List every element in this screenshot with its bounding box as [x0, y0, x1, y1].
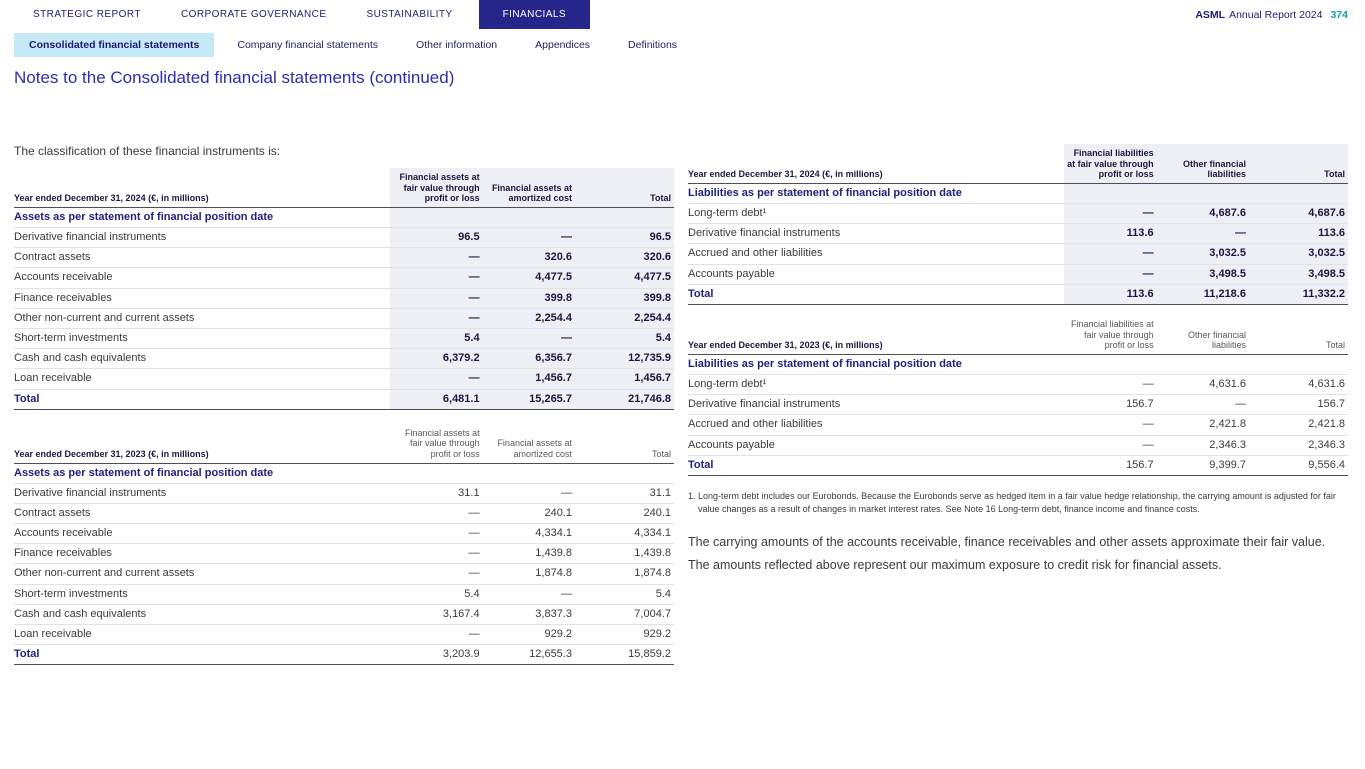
- row-value: 3,498.5: [1249, 264, 1348, 284]
- row-label: Derivative financial instruments: [688, 395, 1064, 415]
- row-value: —: [390, 524, 482, 544]
- page-title: Notes to the Consolidated financial statements (continued): [14, 68, 455, 87]
- table-row: [14, 369, 674, 389]
- row-value: —: [483, 483, 575, 503]
- page-content: [0, 68, 1365, 665]
- row-value: —: [1064, 264, 1156, 284]
- table-row: [14, 268, 674, 288]
- table-row: [14, 503, 674, 523]
- assets-2023-table-container: [14, 424, 674, 666]
- table-row: [688, 415, 1348, 435]
- column-header: Financial assets at amortized cost: [497, 438, 572, 459]
- table-header-row: [688, 144, 1348, 183]
- page-number: 374: [1330, 8, 1348, 21]
- row-value: 96.5: [575, 228, 674, 248]
- total-value: 21,746.8: [575, 389, 674, 409]
- section-spacer: [575, 463, 674, 483]
- row-value: 4,687.6: [1249, 204, 1348, 224]
- fair-value-paragraph: The carrying amounts of the accounts receivable, finance receivables and other assets approximate their fair value.: [688, 535, 1326, 550]
- section-label: Assets as per statement of financial position date: [14, 207, 390, 227]
- row-label: Derivative financial instruments: [14, 228, 390, 248]
- total-value: 3,203.9: [390, 645, 482, 665]
- report-title: Annual Report 2024: [1229, 8, 1323, 21]
- row-value: 1,456.7: [575, 369, 674, 389]
- total-row: [688, 455, 1348, 475]
- row-label: Accounts receivable: [14, 268, 390, 288]
- table-row: [14, 308, 674, 328]
- row-value: —: [390, 268, 482, 288]
- total-value: 15,265.7: [483, 389, 575, 409]
- row-value: 2,421.8: [1157, 415, 1249, 435]
- row-label: Finance receivables: [14, 544, 390, 564]
- row-value: 1,439.8: [483, 544, 575, 564]
- row-label: Accounts payable: [688, 435, 1064, 455]
- total-row: [14, 645, 674, 665]
- left-column: [14, 144, 674, 665]
- row-value: 2,254.4: [575, 308, 674, 328]
- row-value: 3,167.4: [390, 604, 482, 624]
- table-row: [688, 224, 1348, 244]
- sub-nav-item-company-financial-statements[interactable]: Company financial statements: [237, 38, 379, 51]
- sub-nav-item-consolidated-financial-statements[interactable]: Consolidated financial statements: [14, 33, 214, 57]
- table-row: [14, 564, 674, 584]
- row-label: Contract assets: [14, 503, 390, 523]
- row-label: Cash and cash equivalents: [14, 604, 390, 624]
- table-row: [14, 483, 674, 503]
- row-value: 4,334.1: [483, 524, 575, 544]
- row-value: 3,498.5: [1157, 264, 1249, 284]
- table-meta-label: Year ended December 31, 2023 (€, in millions): [688, 339, 883, 350]
- table-row: [688, 204, 1348, 224]
- section-spacer: [1064, 354, 1156, 374]
- row-value: 3,032.5: [1249, 244, 1348, 264]
- row-label: Accounts payable: [688, 264, 1064, 284]
- row-label: Loan receivable: [14, 369, 390, 389]
- row-value: 6,356.7: [483, 349, 575, 369]
- total-value: 11,218.6: [1157, 284, 1249, 304]
- row-label: Long-term debt¹: [688, 204, 1064, 224]
- section-spacer: [1157, 354, 1249, 374]
- row-label: Other non-current and current assets: [14, 564, 390, 584]
- column-header: Financial liabilities at fair value through profit or loss: [1064, 144, 1156, 183]
- row-value: 5.4: [390, 328, 482, 348]
- row-value: —: [390, 248, 482, 268]
- table-row: [14, 625, 674, 645]
- column-header: Total: [575, 168, 674, 207]
- row-value: 240.1: [483, 503, 575, 523]
- liabilities-2023-table-container: [688, 315, 1348, 476]
- row-label: Short-term investments: [14, 328, 390, 348]
- row-value: —: [1157, 224, 1249, 244]
- row-value: —: [390, 288, 482, 308]
- section-spacer: [1249, 183, 1348, 203]
- section-spacer: [390, 207, 482, 227]
- table-meta-label: Year ended December 31, 2024 (€, in millions): [14, 193, 209, 204]
- row-label: Accrued and other liabilities: [688, 415, 1064, 435]
- table-row: [688, 244, 1348, 264]
- row-value: 5.4: [390, 584, 482, 604]
- section-header-row: [688, 354, 1348, 374]
- row-value: —: [390, 544, 482, 564]
- table-row: [14, 544, 674, 564]
- row-value: —: [1064, 244, 1156, 264]
- sub-nav-item-other-information[interactable]: Other information: [416, 38, 498, 51]
- table-row: [14, 584, 674, 604]
- row-value: 4,334.1: [575, 524, 674, 544]
- table-header-row: [14, 424, 674, 463]
- total-row: [688, 284, 1348, 304]
- row-label: Derivative financial instruments: [688, 224, 1064, 244]
- row-value: 7,004.7: [575, 604, 674, 624]
- row-value: 320.6: [575, 248, 674, 268]
- row-label: Short-term investments: [14, 584, 390, 604]
- section-spacer: [390, 463, 482, 483]
- row-label: Other non-current and current assets: [14, 308, 390, 328]
- sub-nav-item-definitions[interactable]: Definitions: [628, 38, 678, 51]
- column-header: Financial assets at fair value through profit or loss: [405, 427, 480, 459]
- column-header: Total: [651, 448, 671, 459]
- total-label: Total: [688, 455, 1064, 475]
- row-value: 12,735.9: [575, 349, 674, 369]
- row-value: 5.4: [575, 328, 674, 348]
- top-nav-item-financials[interactable]: FINANCIALS: [479, 0, 590, 29]
- row-value: —: [483, 228, 575, 248]
- total-value: 9,399.7: [1157, 455, 1249, 475]
- table-assets-2024: [14, 168, 674, 410]
- intro-text: The classification of these financial instruments is:: [14, 144, 281, 158]
- table-row: [14, 328, 674, 348]
- total-value: 9,556.4: [1249, 455, 1348, 475]
- row-value: —: [390, 369, 482, 389]
- row-label: Contract assets: [14, 248, 390, 268]
- row-value: —: [390, 564, 482, 584]
- column-header: Financial assets at fair value through profit or loss: [390, 168, 482, 207]
- row-value: 1,874.8: [483, 564, 575, 584]
- row-value: 113.6: [1064, 224, 1156, 244]
- row-value: 320.6: [483, 248, 575, 268]
- top-nav-item-sustainability[interactable]: SUSTAINABILITY: [366, 9, 453, 20]
- sub-nav: [0, 31, 1365, 58]
- right-column: [688, 144, 1348, 665]
- section-spacer: [483, 463, 575, 483]
- row-value: —: [390, 308, 482, 328]
- row-value: 4,631.6: [1157, 374, 1249, 394]
- row-value: —: [1064, 435, 1156, 455]
- table-row: [14, 604, 674, 624]
- table-row: [14, 248, 674, 268]
- total-value: 12,655.3: [483, 645, 575, 665]
- column-header: Total: [1249, 144, 1348, 183]
- table-liabilities-2024: [688, 144, 1348, 305]
- row-value: 399.8: [575, 288, 674, 308]
- top-nav-items: [19, 0, 590, 29]
- row-value: 929.2: [483, 625, 575, 645]
- row-value: 31.1: [575, 483, 674, 503]
- section-header-row: [14, 463, 674, 483]
- row-label: Accrued and other liabilities: [688, 244, 1064, 264]
- total-label: Total: [14, 389, 390, 409]
- table-liabilities-2023: [688, 315, 1348, 476]
- section-label: Liabilities as per statement of financial position date: [688, 354, 1064, 374]
- row-value: —: [483, 584, 575, 604]
- table-row: [14, 524, 674, 544]
- top-nav: [0, 0, 1365, 29]
- table-row: [14, 349, 674, 369]
- column-header: Financial assets at amortized cost: [483, 168, 575, 207]
- total-value: 156.7: [1064, 455, 1156, 475]
- row-label: Loan receivable: [14, 625, 390, 645]
- section-header-row: [14, 207, 674, 227]
- row-value: 4,631.6: [1249, 374, 1348, 394]
- liabilities-2024-table-container: [688, 144, 1348, 305]
- total-value: 6,481.1: [390, 389, 482, 409]
- row-label: Derivative financial instruments: [14, 483, 390, 503]
- total-value: 11,332.2: [1249, 284, 1348, 304]
- column-header: Total: [1325, 340, 1345, 351]
- total-value: 113.6: [1064, 284, 1156, 304]
- two-column-layout: [14, 144, 1348, 665]
- row-value: 2,346.3: [1157, 435, 1249, 455]
- table-row: [688, 395, 1348, 415]
- section-spacer: [1157, 183, 1249, 203]
- top-nav-item-strategic-report[interactable]: STRATEGIC REPORT: [33, 9, 141, 20]
- brand-asml: ASML: [1195, 8, 1226, 21]
- column-header: Other financial liabilities: [1187, 329, 1246, 351]
- row-label: Cash and cash equivalents: [14, 349, 390, 369]
- row-value: 6,379.2: [390, 349, 482, 369]
- row-value: 4,687.6: [1157, 204, 1249, 224]
- section-spacer: [1249, 354, 1348, 374]
- row-value: 2,254.4: [483, 308, 575, 328]
- assets-2024-table-container: [14, 168, 674, 410]
- row-value: 399.8: [483, 288, 575, 308]
- row-value: 1,874.8: [575, 564, 674, 584]
- row-value: 156.7: [1249, 395, 1348, 415]
- row-value: 240.1: [575, 503, 674, 523]
- row-value: —: [1064, 415, 1156, 435]
- table-assets-2023: [14, 424, 674, 666]
- row-value: 4,477.5: [483, 268, 575, 288]
- total-row: [14, 389, 674, 409]
- top-nav-item-corporate-governance[interactable]: CORPORATE GOVERNANCE: [180, 9, 327, 20]
- table-row: [14, 288, 674, 308]
- row-value: 929.2: [575, 625, 674, 645]
- row-value: 156.7: [1064, 395, 1156, 415]
- row-value: 3,837.3: [483, 604, 575, 624]
- row-value: —: [1064, 374, 1156, 394]
- section-label: Assets as per statement of financial position date: [14, 463, 390, 483]
- report-reference: [1195, 0, 1365, 29]
- sub-nav-item-appendices[interactable]: Appendices: [535, 38, 591, 51]
- row-value: 3,032.5: [1157, 244, 1249, 264]
- table-row: [688, 435, 1348, 455]
- total-label: Total: [688, 284, 1064, 304]
- column-header: Financial liabilities at fair value through profit or loss: [1071, 318, 1154, 351]
- table-row: [14, 228, 674, 248]
- row-label: Finance receivables: [14, 288, 390, 308]
- row-label: Accounts receivable: [14, 524, 390, 544]
- column-header: Other financial liabilities: [1157, 144, 1249, 183]
- row-value: —: [483, 328, 575, 348]
- credit-risk-paragraph: The amounts reflected above represent our maximum exposure to credit risk for financial assets.: [688, 558, 1222, 573]
- row-value: 1,456.7: [483, 369, 575, 389]
- section-label: Liabilities as per statement of financial position date: [688, 183, 1064, 203]
- section-header-row: [688, 183, 1348, 203]
- row-value: 1,439.8: [575, 544, 674, 564]
- row-value: 2,421.8: [1249, 415, 1348, 435]
- table-row: [688, 264, 1348, 284]
- row-value: 2,346.3: [1249, 435, 1348, 455]
- table-row: [688, 374, 1348, 394]
- row-value: 96.5: [390, 228, 482, 248]
- row-value: —: [1064, 204, 1156, 224]
- footnote-long-term-debt: 1. Long-term debt includes our Eurobonds. Because the Eurobonds serve as hedged item in a fair value hedge relationship, the carrying amount is adjusted for fair value changes as a result of changes in market interest rates. See Note 16 Long-term debt, finance income and finance costs.: [688, 490, 1336, 514]
- section-spacer: [483, 207, 575, 227]
- row-value: 113.6: [1249, 224, 1348, 244]
- table-header-row: [688, 315, 1348, 354]
- section-spacer: [1064, 183, 1156, 203]
- table-header-row: [14, 168, 674, 207]
- section-spacer: [575, 207, 674, 227]
- table-meta-label: Year ended December 31, 2023 (€, in millions): [14, 448, 209, 459]
- row-value: 31.1: [390, 483, 482, 503]
- row-value: 4,477.5: [575, 268, 674, 288]
- row-value: —: [390, 625, 482, 645]
- total-label: Total: [14, 645, 390, 665]
- table-meta-label: Year ended December 31, 2024 (€, in millions): [688, 169, 883, 180]
- row-value: —: [390, 503, 482, 523]
- total-value: 15,859.2: [575, 645, 674, 665]
- row-value: 5.4: [575, 584, 674, 604]
- row-value: —: [1157, 395, 1249, 415]
- row-label: Long-term debt¹: [688, 374, 1064, 394]
